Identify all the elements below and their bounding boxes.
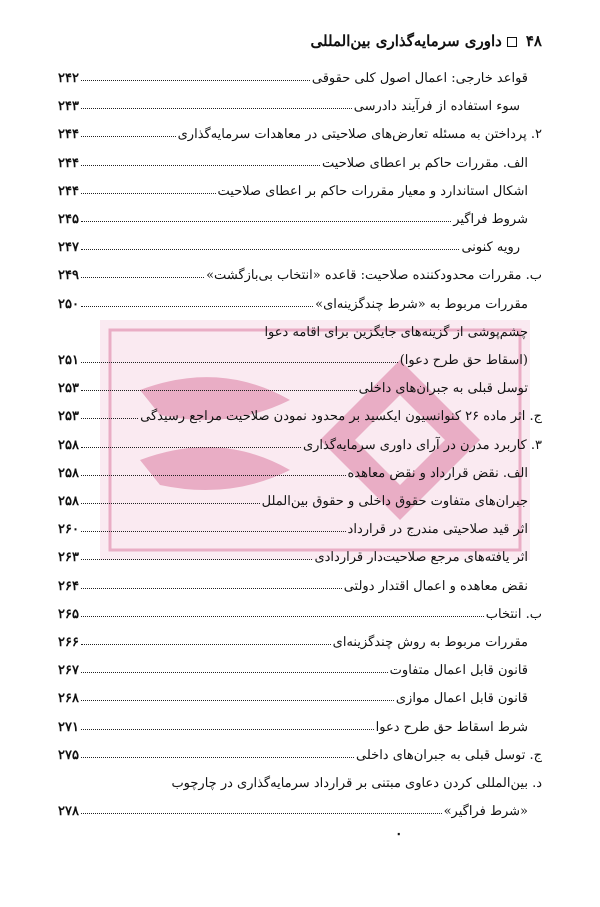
running-header: [58, 32, 542, 54]
toc-leader-dots: [81, 80, 310, 81]
toc-leader-dots: [81, 757, 354, 758]
toc-entry-page: ۲۷۱: [58, 719, 79, 735]
toc-entry-page: ۲۵۳: [58, 409, 79, 425]
page-mark: ٠: [395, 826, 403, 842]
toc-entry-title: ۳. کاربرد مدرن در آرای داوری سرمایه‌گذاری: [302, 437, 542, 453]
toc-entry: [58, 457, 542, 481]
toc-leader-dots: [81, 108, 352, 109]
toc-entry-title: مقررات مربوط به روش چندگزینه‌ای: [332, 635, 528, 650]
toc-leader-dots: [81, 136, 176, 137]
toc-entry-title: الف. مقررات حاکم بر اعطای صلاحیت: [322, 155, 528, 171]
toc-entry: [58, 767, 542, 791]
toc-entry-title: جبران‌های متفاوت حقوق داخلی و حقوق بین‌الملل: [261, 494, 528, 509]
toc-entry-title: نقض معاهده و اعمال اقتدار دولتی: [343, 578, 528, 594]
toc-leader-dots: [81, 447, 301, 448]
toc-entry-page: ۲۵۰: [58, 296, 79, 312]
toc-entry: [58, 90, 542, 114]
toc-entry-page: ۲۷۵: [58, 747, 79, 763]
toc-entry-title: اثر یافته‌های مرجع صلاحیت‌دار قراردادی: [314, 550, 528, 566]
toc-entry-title: قانون قابل اعمال موازی: [395, 691, 528, 707]
toc-entry-title: ۲. پرداختن به مسئله تعارض‌های صلاحیتی در معاهدات سرمایه‌گذاری: [177, 127, 542, 143]
toc-entry-title: اشکال استاندارد و معیار مقررات حاکم بر اعطای صلاحیت: [217, 183, 528, 199]
toc-entry-page: ۲۴۷: [58, 240, 79, 256]
toc-entry-page: ۲۴۲: [58, 71, 79, 86]
toc-entry-title: ب. انتخاب: [485, 606, 542, 622]
toc-entry-title: سوء استفاده از فرآیند دادرسی: [353, 99, 520, 115]
toc-entry-title: ج. توسل قبلی به جبران‌های داخلی: [356, 747, 542, 763]
toc-entry: [58, 147, 542, 171]
toc-entry: [58, 739, 542, 763]
toc-leader-dots: [81, 700, 394, 701]
square-ornament-icon: [507, 37, 517, 47]
toc-entry-page: ۲۶۳: [58, 550, 79, 566]
toc-entry: [58, 429, 542, 453]
toc-entry-title: «شرط فراگیر»: [443, 804, 528, 820]
toc-leader-dots: [81, 277, 204, 278]
toc-entry-page: ۲۵۱: [58, 353, 79, 368]
toc-entry-page: ۲۶۴: [58, 578, 79, 594]
toc-leader-dots: [81, 616, 484, 617]
toc-entry-title: توسل قبلی به جبران‌های داخلی: [358, 381, 528, 397]
toc-entry: [58, 513, 542, 537]
toc-leader-dots: [81, 165, 320, 166]
header-book-title: داوری سرمایه‌گذاری بین‌المللی: [310, 32, 502, 50]
toc-leader-dots: [81, 531, 346, 532]
toc-entry-title: ب. مقررات محدودکننده صلاحیت: قاعده «انتخاب بی‌بازگشت»: [206, 268, 542, 284]
toc-entry-page: ۲۴۴: [58, 155, 79, 171]
toc-entry: [58, 175, 542, 199]
toc-entry-title: مقررات مربوط به «شرط چندگزینه‌ای»: [315, 296, 528, 312]
toc-leader-dots: [81, 559, 313, 560]
toc-entry-page: ۲۴۵: [58, 212, 79, 227]
toc-entry-page: ۲۶۰: [58, 522, 79, 538]
toc-leader-dots: [81, 193, 216, 194]
toc-entry-page: ۲۵۳: [58, 381, 79, 397]
toc-entry: [58, 288, 542, 312]
toc-entry: [58, 231, 542, 255]
toc-entry: [58, 626, 542, 650]
toc-entry-title: قواعد خارجی: اعمال اصول کلی حقوقی: [311, 71, 528, 86]
toc-entry-page: ۲۴۴: [58, 183, 79, 199]
toc-leader-dots: [81, 813, 442, 814]
toc-entry: [58, 344, 542, 368]
toc-leader-dots: [81, 644, 331, 645]
toc-entry-page: ۲۶۷: [58, 663, 79, 679]
toc-leader-dots: [81, 362, 398, 363]
toc-entry-title: چشم‌پوشی از گزینه‌های جایگزین برای اقامه دعوا: [264, 324, 528, 340]
toc-entry-page: ۲۷۸: [58, 804, 79, 820]
toc-leader-dots: [81, 475, 346, 476]
toc-entry: [58, 682, 542, 706]
toc-entry-title: قانون قابل اعمال متفاوت: [389, 663, 528, 679]
toc-leader-dots: [81, 418, 138, 419]
toc-entry-title: د. بین‌المللی کردن دعاوی مبتنی بر قرارداد سرمایه‌گذاری در چارچوب: [171, 776, 542, 791]
toc-entry: [58, 570, 542, 594]
toc-entry-title: ج. اثر ماده ۲۶ کنوانسیون ایکسید بر محدود نمودن صلاحیت مراجع رسیدگی: [140, 409, 542, 425]
toc-leader-dots: [81, 588, 342, 589]
toc-entry-page: ۲۴۹: [58, 268, 79, 284]
toc-entry-title: شروط فراگیر: [453, 212, 528, 227]
toc-entry-page: ۲۶۶: [58, 635, 79, 650]
toc-entry: [58, 485, 542, 509]
toc-entry-page: ۲۵۸: [58, 494, 79, 509]
toc-entry: [58, 62, 542, 86]
toc-leader-dots: [81, 672, 388, 673]
toc-entry: [58, 372, 542, 396]
toc-entry: [58, 400, 542, 424]
toc-leader-dots: [81, 729, 374, 730]
toc-leader-dots: [81, 306, 313, 307]
toc-leader-dots: [81, 221, 451, 222]
toc-leader-dots: [81, 390, 357, 391]
toc-entry-page: ۲۶۸: [58, 691, 79, 707]
toc-entry: [58, 711, 542, 735]
toc-leader-dots: [81, 249, 459, 250]
toc-entry: [58, 203, 542, 227]
toc-entry: [58, 598, 542, 622]
toc-entry-title: اثر قید صلاحیتی مندرج در قرارداد: [347, 522, 528, 538]
toc-entry: [58, 118, 542, 142]
toc-entry-page: ۲۴۳: [58, 99, 79, 115]
header-page-number: ۴۸: [525, 32, 542, 50]
toc-entry-title: شرط اسقاط حق طرح دعوا: [375, 719, 528, 735]
toc-entry-title: الف. نقض قرارداد و نقض معاهده: [347, 465, 528, 481]
toc-entry-title: رویه کنونی: [461, 240, 520, 256]
toc-entry-page: ۲۵۸: [58, 437, 79, 453]
toc-leader-dots: [81, 503, 260, 504]
toc-entry-page: ۲۶۵: [58, 606, 79, 622]
toc-entry-page: ۲۵۸: [58, 465, 79, 481]
toc-entry: [58, 259, 542, 283]
toc-entry: [58, 541, 542, 565]
toc-entry-page: ۲۴۴: [58, 127, 79, 143]
toc-entry: [58, 654, 542, 678]
toc-entry: [58, 316, 542, 340]
toc-entry: [58, 795, 542, 819]
toc-entry-title: (اسقاط حق طرح دعوا): [399, 353, 528, 368]
